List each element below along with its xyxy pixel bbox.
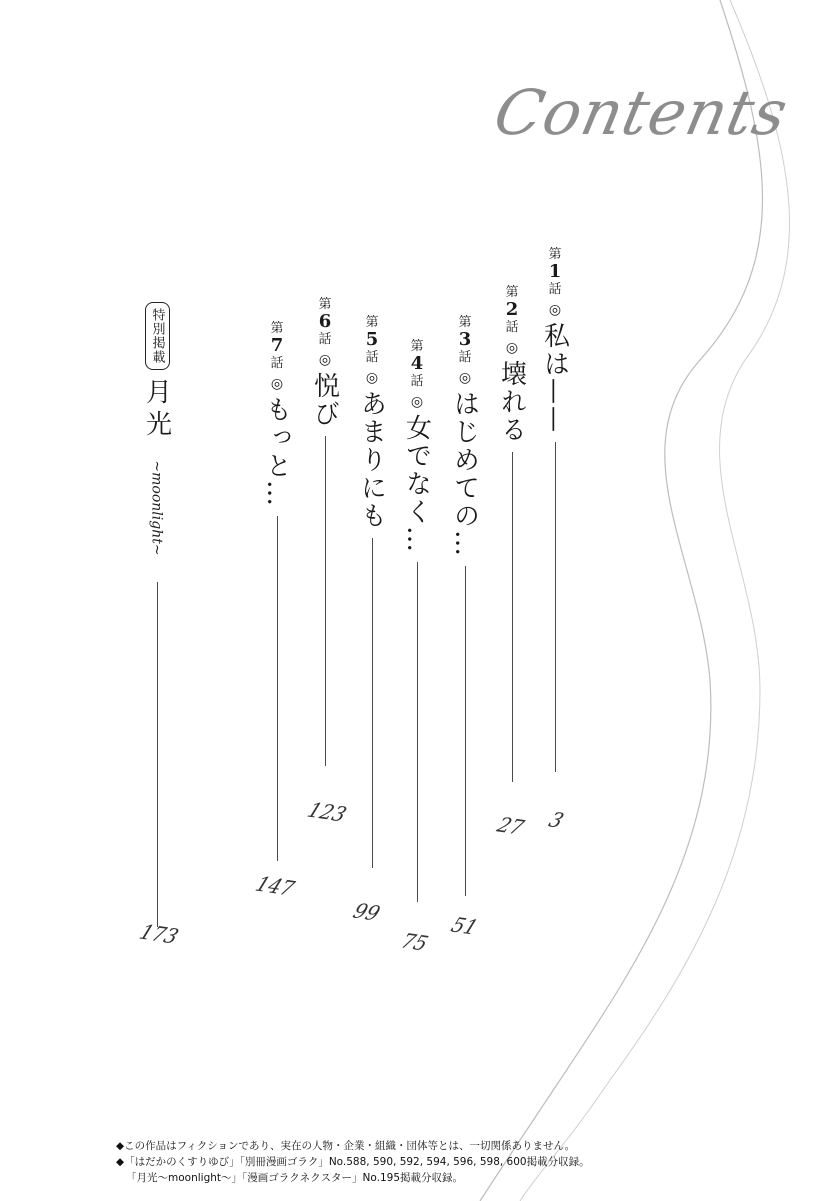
leader-line	[512, 452, 513, 782]
chapter-6-number: 6	[318, 311, 332, 332]
separator-mark: ◎	[548, 302, 562, 318]
chapter-2-page: 27	[493, 812, 528, 840]
chapter-6-entry[interactable]	[308, 298, 342, 766]
separator-mark: ◎	[410, 394, 424, 410]
separator-mark: ◎	[505, 340, 519, 356]
separator-mark: ◎	[318, 352, 332, 368]
chapter-2-label: 第 2 話	[505, 285, 519, 335]
leader-line	[157, 582, 158, 927]
footer-note-2: ◆「はだかのくすりゆび」「別冊漫画ゴラク」No.588, 590, 592, 594, 596, 598, 600掲載分収録。	[116, 1156, 590, 1168]
separator-mark: ◎	[458, 370, 472, 386]
chapter-6-title: 悦び	[309, 372, 340, 428]
chapter-5-page: 99	[349, 898, 384, 926]
chapter-1-number: 1	[548, 261, 562, 282]
chapter-1-entry[interactable]	[538, 248, 572, 772]
chapter-7-page: 147	[252, 871, 299, 901]
footer-note-3: 「月光～moonlight～」「漫画ゴラクネクスター」No.195掲載分収録。	[126, 1172, 464, 1184]
leader-line	[417, 562, 418, 902]
chapter-3-page: 51	[447, 912, 482, 940]
separator-mark: ◎	[365, 370, 379, 386]
special-entry[interactable]	[140, 302, 174, 927]
chapter-5-label: 第 5 話	[365, 315, 379, 365]
chapter-6-page: 123	[304, 797, 351, 827]
chapter-4-label: 第 4 話	[410, 339, 424, 389]
special-subtitle: ~moonlight~	[149, 460, 166, 556]
chapter-1-title: 私は——	[539, 322, 570, 434]
chapter-3-label: 第 3 話	[458, 315, 472, 365]
leader-line	[555, 442, 556, 772]
chapter-4-number: 4	[410, 353, 424, 374]
leader-line	[465, 566, 466, 896]
special-page: 173	[136, 919, 183, 949]
chapter-2-title: 壊れる	[496, 360, 527, 444]
chapter-4-title: 女でなく…	[401, 414, 432, 554]
footer-note-1: ◆この作品はフィクションであり、実在の人物・企業・組織・団体等とは、一切関係ありません。	[116, 1140, 576, 1152]
chapter-2-number: 2	[505, 299, 519, 320]
chapter-5-entry[interactable]	[355, 316, 389, 868]
separator-mark: ◎	[270, 376, 284, 392]
chapter-2-entry[interactable]	[495, 286, 529, 782]
contents-heading: Contents	[488, 76, 795, 149]
chapter-4-entry[interactable]	[400, 340, 434, 902]
chapter-6-label: 第 6 話	[318, 297, 332, 347]
chapter-5-title: あまりにも	[356, 390, 387, 530]
leader-line	[372, 538, 373, 868]
leader-line	[325, 436, 326, 766]
special-feature-badge: 特別掲載	[145, 302, 170, 370]
chapter-1-label: 第 1 話	[548, 247, 562, 297]
chapter-3-entry[interactable]	[448, 316, 482, 896]
chapter-5-number: 5	[365, 329, 379, 350]
chapter-7-number: 7	[270, 335, 284, 356]
chapter-3-title: はじめての…	[449, 390, 480, 558]
chapter-1-page: 3	[545, 807, 568, 833]
special-title: 月光	[141, 378, 172, 442]
leader-line	[277, 516, 278, 861]
chapter-7-label: 第 7 話	[270, 321, 284, 371]
chapter-7-title: もっと…	[261, 396, 292, 508]
chapter-4-page: 75	[397, 928, 432, 956]
chapter-3-number: 3	[458, 329, 472, 350]
chapter-7-entry[interactable]	[260, 322, 294, 861]
